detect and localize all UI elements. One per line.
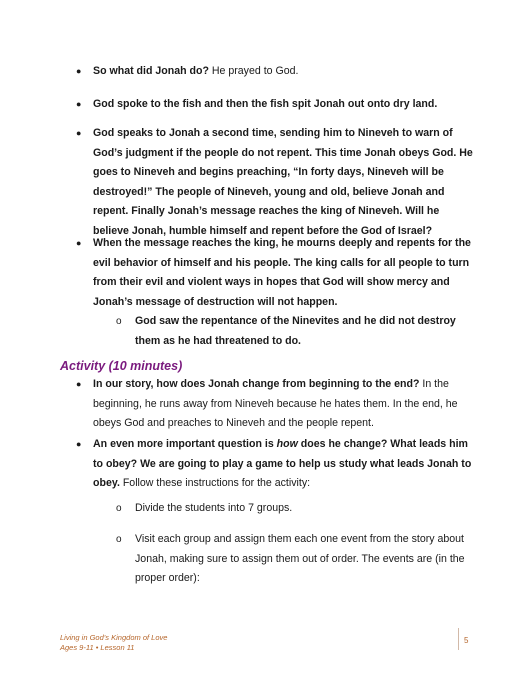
bullet-important-question [76, 435, 473, 494]
sub-bullet-text: Visit each group and assign them each one event from the story about Jonah, making sure to assign them out of order. The events are (in the proper order): [135, 533, 465, 585]
bullet-icon: ● [76, 439, 82, 449]
bullet-bold-text: When the message reaches the king, he mourns deeply and repents for the evil behavior of himself and his people. The king calls for all people to turn from their evil and violent ways in hopes that God will show mercy and Jonah’s message of destruction will not happen. [93, 237, 471, 308]
sub-bullet-bold-text: God saw the repentance of the Ninevites and he did not destroy them as he had threatened to do. [135, 315, 456, 347]
bullet-text: He prayed to God. [208, 65, 299, 77]
page-number: 5 [464, 636, 469, 645]
bullet-how-change [76, 375, 473, 434]
bullet-icon: ● [76, 238, 82, 248]
sub-bullet-icon: o [116, 534, 122, 545]
sub-bullet-repentance [116, 312, 480, 351]
footer-divider [458, 628, 459, 650]
bullet-icon: ● [76, 379, 82, 389]
bullet-second-time [76, 124, 473, 242]
sub-bullet-text: Divide the students into 7 groups. [135, 502, 293, 514]
bullet-fish-spit [76, 95, 473, 115]
bullet-icon: ● [76, 66, 82, 76]
sub-bullet-icon: o [116, 316, 122, 327]
bullet-icon: ● [76, 99, 82, 109]
bullet-bold-text: In our story, how does Jonah change from beginning to the end? [93, 378, 420, 390]
bullet-bold-text: An even more important question is [93, 438, 277, 450]
footer [60, 633, 167, 653]
bullet-bold-text: God spoke to the fish and then the fish spit Jonah out onto dry land. [93, 98, 438, 110]
footer-lesson: Ages 9-11 • Lesson 11 [60, 643, 135, 652]
bullet-bold-text: So what did Jonah do? [93, 65, 209, 77]
bullet-italic-text: how [276, 438, 298, 450]
bullet-text: In the beginning, he runs away from Nineveh because he hates them. In the end, he obeys God and preaches to Nineveh and the people repent. [93, 378, 458, 430]
bullet-text: Follow these instructions for the activity: [119, 477, 311, 490]
sub-bullet-visit-groups [116, 530, 480, 589]
bullet-king-mourns [76, 234, 473, 312]
bullet-bold-text: does he change? What leads him to obey? We are going to play a game to help us study what leads Jonah to obey. [93, 438, 472, 490]
bullet-icon: ● [76, 128, 82, 138]
activity-heading: Activity (10 minutes) [60, 359, 183, 373]
bullet-bold-text: God speaks to Jonah a second time, sending him to Nineveh to warn of God’s judgment if the people do not repent. This time Jonah obeys God. He goes to Nineveh and begins preaching, “In forty days, Nineveh will be destroyed!” The people of Nineveh, young and old, believe Jonah and repent. Finally Jonah’s message reaches the king of Nineveh. Will he believe Jonah, humble himself and repent before the God of Israel? [93, 127, 473, 237]
bullet-jonah-prayed [76, 62, 473, 82]
sub-bullet-icon: o [116, 503, 122, 514]
sub-bullet-divide [116, 499, 480, 519]
footer-title: Living in God’s Kingdom of Love [60, 633, 168, 642]
